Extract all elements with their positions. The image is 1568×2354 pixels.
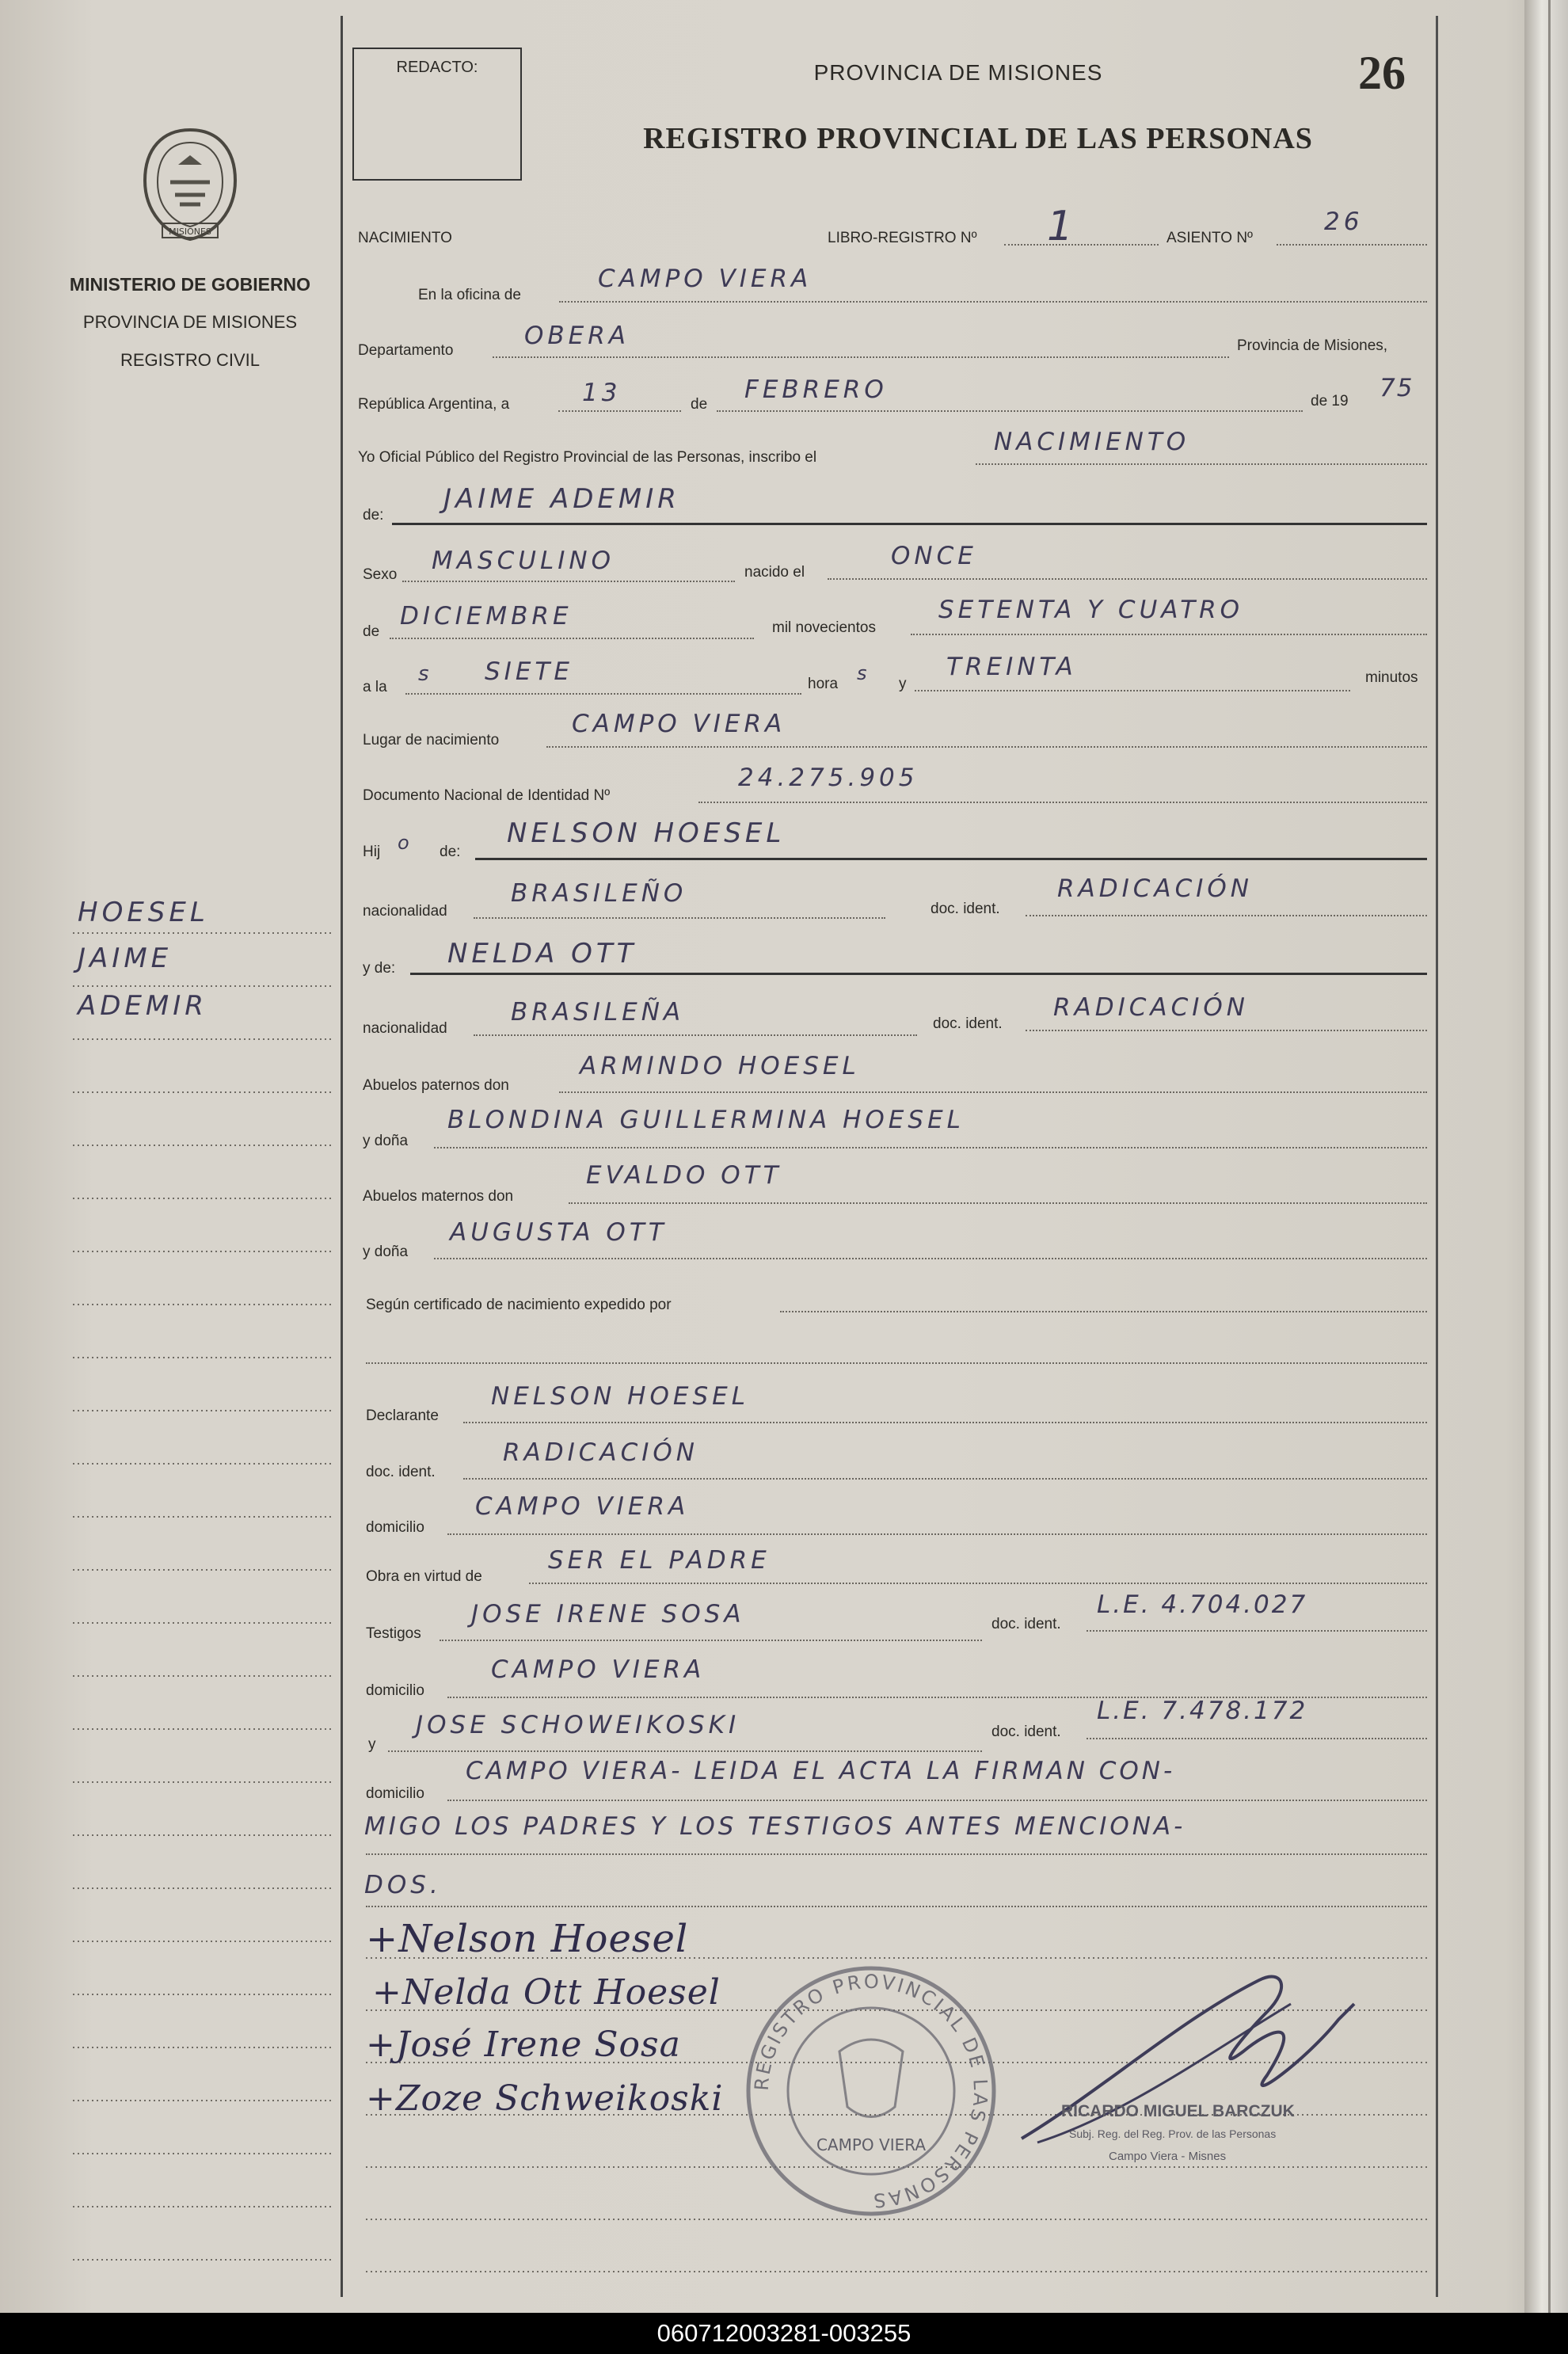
closing-text-1: CAMPO VIERA- LEIDA EL ACTA LA FIRMAN CON- bbox=[466, 1757, 1176, 1785]
document-id: 060712003281-003255 bbox=[657, 2319, 911, 2347]
closing-text-3: DOS. bbox=[364, 1871, 442, 1899]
date-day: 13 bbox=[582, 379, 622, 407]
abuela-mat-label: y doña bbox=[363, 1244, 409, 1260]
margin-note-middle: ADEMIR bbox=[78, 990, 207, 1022]
y-label: y bbox=[899, 676, 907, 692]
nacido-label: nacido el bbox=[744, 564, 805, 581]
abuela-pat-line bbox=[434, 1147, 1427, 1148]
child-name: JAIME ADEMIR bbox=[443, 483, 680, 515]
hora-s: s bbox=[857, 662, 871, 684]
ministry-name: MINISTERIO DE GOBIERNO bbox=[69, 274, 311, 295]
declarante-dom-line bbox=[447, 1533, 1427, 1535]
libro-label: LIBRO-REGISTRO Nº bbox=[828, 230, 977, 246]
hour-line bbox=[405, 693, 801, 695]
margin-note-first: JAIME bbox=[78, 943, 173, 974]
inscribo-value: NACIMIENTO bbox=[994, 428, 1190, 456]
inscribo-line bbox=[976, 463, 1427, 465]
mother-nationality: BRASILEÑA bbox=[511, 998, 685, 1027]
certificado-label: Según certificado de nacimiento expedido por bbox=[366, 1297, 672, 1313]
mother-doc-line bbox=[1026, 1030, 1427, 1031]
mother-name: NELDA OTT bbox=[447, 938, 637, 969]
date-year: 75 bbox=[1380, 374, 1414, 402]
sexo-label: Sexo bbox=[363, 566, 398, 583]
registry-title: REGISTRO PROVINCIAL DE LAS PERSONAS bbox=[643, 122, 1313, 155]
abuela-mat-line bbox=[434, 1258, 1427, 1259]
hij-suffix: o bbox=[398, 832, 413, 854]
certificado-line-2 bbox=[366, 1362, 1427, 1364]
testigo2-doc-line bbox=[1087, 1738, 1427, 1739]
father-doc-label: doc. ident. bbox=[931, 901, 1000, 917]
closing-line-1 bbox=[447, 1800, 1427, 1801]
date-month-line bbox=[717, 410, 1303, 412]
date-de: de bbox=[691, 396, 708, 413]
testigo2-doc-label: doc. ident. bbox=[991, 1724, 1061, 1740]
margin-note-surname: HOESEL bbox=[78, 897, 209, 928]
dni-value: 24.275.905 bbox=[738, 764, 919, 792]
ala-label: a la bbox=[363, 679, 387, 695]
office-label: En la oficina de bbox=[418, 287, 521, 303]
obra-line bbox=[529, 1583, 1427, 1584]
testigo1-doc-label: doc. ident. bbox=[991, 1616, 1061, 1632]
minutes-line bbox=[915, 690, 1350, 691]
mother-nac-line bbox=[474, 1034, 917, 1036]
date-year-prefix: de 19 bbox=[1311, 393, 1349, 409]
abuela-mat: AUGUSTA OTT bbox=[450, 1218, 668, 1247]
signature-witness1: +José Irene Sosa bbox=[366, 2025, 681, 2065]
mil-label: mil novecientos bbox=[772, 619, 876, 636]
father-nationality: BRASILEÑO bbox=[511, 879, 687, 908]
testigos-label: Testigos bbox=[366, 1625, 421, 1642]
hij-label: Hij bbox=[363, 844, 381, 860]
declarante-dom: CAMPO VIERA bbox=[475, 1492, 690, 1521]
obra-value: SER EL PADRE bbox=[548, 1546, 771, 1575]
ministry-province: PROVINCIA DE MISIONES bbox=[82, 312, 298, 332]
lugar-line bbox=[546, 746, 1427, 748]
name-underline bbox=[392, 523, 1427, 525]
month-line bbox=[390, 638, 754, 639]
record-type: NACIMIENTO bbox=[358, 230, 452, 246]
abuela-pat-label: y doña bbox=[363, 1133, 409, 1149]
province-heading: PROVINCIA DE MISIONES bbox=[813, 60, 1103, 85]
year-words: SETENTA Y CUATRO bbox=[938, 596, 1244, 624]
declarante-name: NELSON HOESEL bbox=[491, 1382, 750, 1411]
officer-name: RICARDO MIGUEL BARCZUK bbox=[1061, 2102, 1295, 2120]
folio-number: 26 bbox=[1358, 47, 1406, 99]
dni-label: Documento Nacional de Identidad Nº bbox=[363, 787, 611, 804]
redacto-box bbox=[352, 48, 522, 181]
lugar-value: CAMPO VIERA bbox=[572, 710, 786, 738]
declarante-doc-line bbox=[463, 1478, 1427, 1480]
testigo1-doc-line bbox=[1087, 1630, 1427, 1632]
obra-label: Obra en virtud de bbox=[366, 1568, 482, 1585]
dept-label: Departamento bbox=[358, 342, 454, 359]
nacido-line bbox=[828, 578, 1427, 580]
testigo2-dom-label: domicilio bbox=[366, 1785, 424, 1802]
date-day-line bbox=[558, 410, 681, 412]
officer-place: Campo Viera - Misnes bbox=[1109, 2150, 1227, 2163]
inscribo-label: Yo Oficial Público del Registro Provincial de las Personas, inscribo el bbox=[358, 449, 817, 466]
declarante-line bbox=[463, 1422, 1427, 1423]
testigo2-name: JOSE SCHOWEIKOSKI bbox=[416, 1711, 740, 1739]
office-line bbox=[559, 301, 1427, 303]
ala-s: s bbox=[418, 662, 433, 686]
hour-value: SIETE bbox=[485, 657, 573, 686]
testigo1-dom: CAMPO VIERA bbox=[491, 1655, 706, 1684]
redacto-label: REDACTO: bbox=[396, 59, 478, 76]
asiento-label: ASIENTO Nº bbox=[1166, 230, 1253, 246]
dept-value: OBERA bbox=[524, 322, 630, 350]
declarante-dom-label: domicilio bbox=[366, 1519, 424, 1536]
declarante-label: Declarante bbox=[366, 1407, 439, 1424]
declarante-doc: RADICACIÓN bbox=[503, 1438, 698, 1467]
stamp-ring-text: REGISTRO PROVINCIAL DE LAS PERSONAS bbox=[750, 1970, 992, 2212]
office-value: CAMPO VIERA bbox=[598, 265, 813, 293]
seal-label: MISIONES bbox=[169, 227, 211, 237]
mother-nac-label: nacionalidad bbox=[363, 1020, 447, 1037]
abuelo-pat: ARMINDO HOESEL bbox=[580, 1052, 860, 1080]
abuelos-mat-label: Abuelos maternos don bbox=[363, 1188, 514, 1205]
nacido-value: ONCE bbox=[891, 542, 977, 570]
dept-suffix: Provincia de Misiones, bbox=[1237, 337, 1388, 354]
de2-label: de bbox=[363, 623, 380, 640]
declarante-doc-label: doc. ident. bbox=[366, 1464, 436, 1480]
sexo-value: MASCULINO bbox=[432, 547, 615, 575]
date-month: FEBRERO bbox=[744, 375, 888, 404]
father-name: NELSON HOESEL bbox=[507, 817, 786, 849]
closing-line-3 bbox=[366, 1906, 1427, 1907]
yde-label: y de: bbox=[363, 960, 396, 977]
closing-text-2: MIGO LOS PADRES Y LOS TESTIGOS ANTES MENCIONA- bbox=[364, 1812, 1186, 1841]
certificado-line bbox=[780, 1311, 1427, 1312]
testigo1-dom-label: domicilio bbox=[366, 1682, 424, 1699]
father-nac-line bbox=[474, 917, 885, 919]
testigo1-name: JOSE IRENE SOSA bbox=[471, 1600, 745, 1628]
testigo2-line bbox=[388, 1750, 982, 1752]
stamp-center-text: CAMPO VIERA bbox=[816, 2135, 927, 2154]
official-stamp bbox=[736, 1956, 1006, 2226]
testigo2-doc: L.E. 7.478.172 bbox=[1097, 1697, 1308, 1725]
abuelo-mat-line bbox=[569, 1202, 1427, 1204]
hora-label: hora bbox=[808, 676, 839, 692]
de-label: de: bbox=[363, 507, 384, 524]
dept-line bbox=[493, 356, 1229, 358]
birth-month: DICIEMBRE bbox=[400, 602, 573, 630]
signature-mother: +Nelda Ott Hoesel bbox=[372, 1972, 721, 2013]
mother-underline bbox=[410, 973, 1427, 975]
mother-doc: RADICACIÓN bbox=[1053, 993, 1249, 1022]
asiento-value: 26 bbox=[1324, 208, 1364, 236]
signature-father: +Nelson Hoesel bbox=[366, 1917, 689, 1961]
ministry-registry: REGISTRO CIVIL bbox=[120, 350, 261, 370]
abuelo-mat: EVALDO OTT bbox=[586, 1161, 782, 1190]
asiento-line bbox=[1277, 244, 1427, 246]
officer-title: Subj. Reg. del Reg. Prov. de las Personas bbox=[1069, 2127, 1277, 2140]
mother-doc-label: doc. ident. bbox=[933, 1015, 1003, 1032]
abuela-pat: BLONDINA GUILLERMINA HOESEL bbox=[447, 1106, 965, 1134]
signature-witness2: +Zoze Schweikoski bbox=[366, 2078, 724, 2119]
libro-line bbox=[1004, 244, 1159, 246]
father-doc: RADICACIÓN bbox=[1057, 874, 1253, 903]
dni-line bbox=[698, 802, 1427, 803]
y2-label: y bbox=[368, 1736, 376, 1753]
date-prefix: República Argentina, a bbox=[358, 396, 510, 413]
year-words-line bbox=[911, 634, 1427, 635]
lugar-label: Lugar de nacimiento bbox=[363, 732, 500, 748]
de3-label: de: bbox=[440, 844, 461, 860]
libro-value: 1 bbox=[1047, 203, 1078, 250]
sexo-line bbox=[402, 581, 735, 582]
abuelo-pat-line bbox=[559, 1091, 1427, 1093]
minutes-value: TREINTA bbox=[946, 653, 1077, 681]
father-underline bbox=[475, 858, 1427, 860]
closing-line-2 bbox=[366, 1853, 1427, 1855]
abuelos-pat-label: Abuelos paternos don bbox=[363, 1077, 509, 1094]
testigo1-line bbox=[440, 1640, 982, 1641]
father-nac-label: nacionalidad bbox=[363, 903, 447, 920]
testigo1-doc: L.E. 4.704.027 bbox=[1097, 1590, 1308, 1619]
minutos-label: minutos bbox=[1365, 669, 1418, 686]
father-doc-line bbox=[1026, 915, 1427, 916]
